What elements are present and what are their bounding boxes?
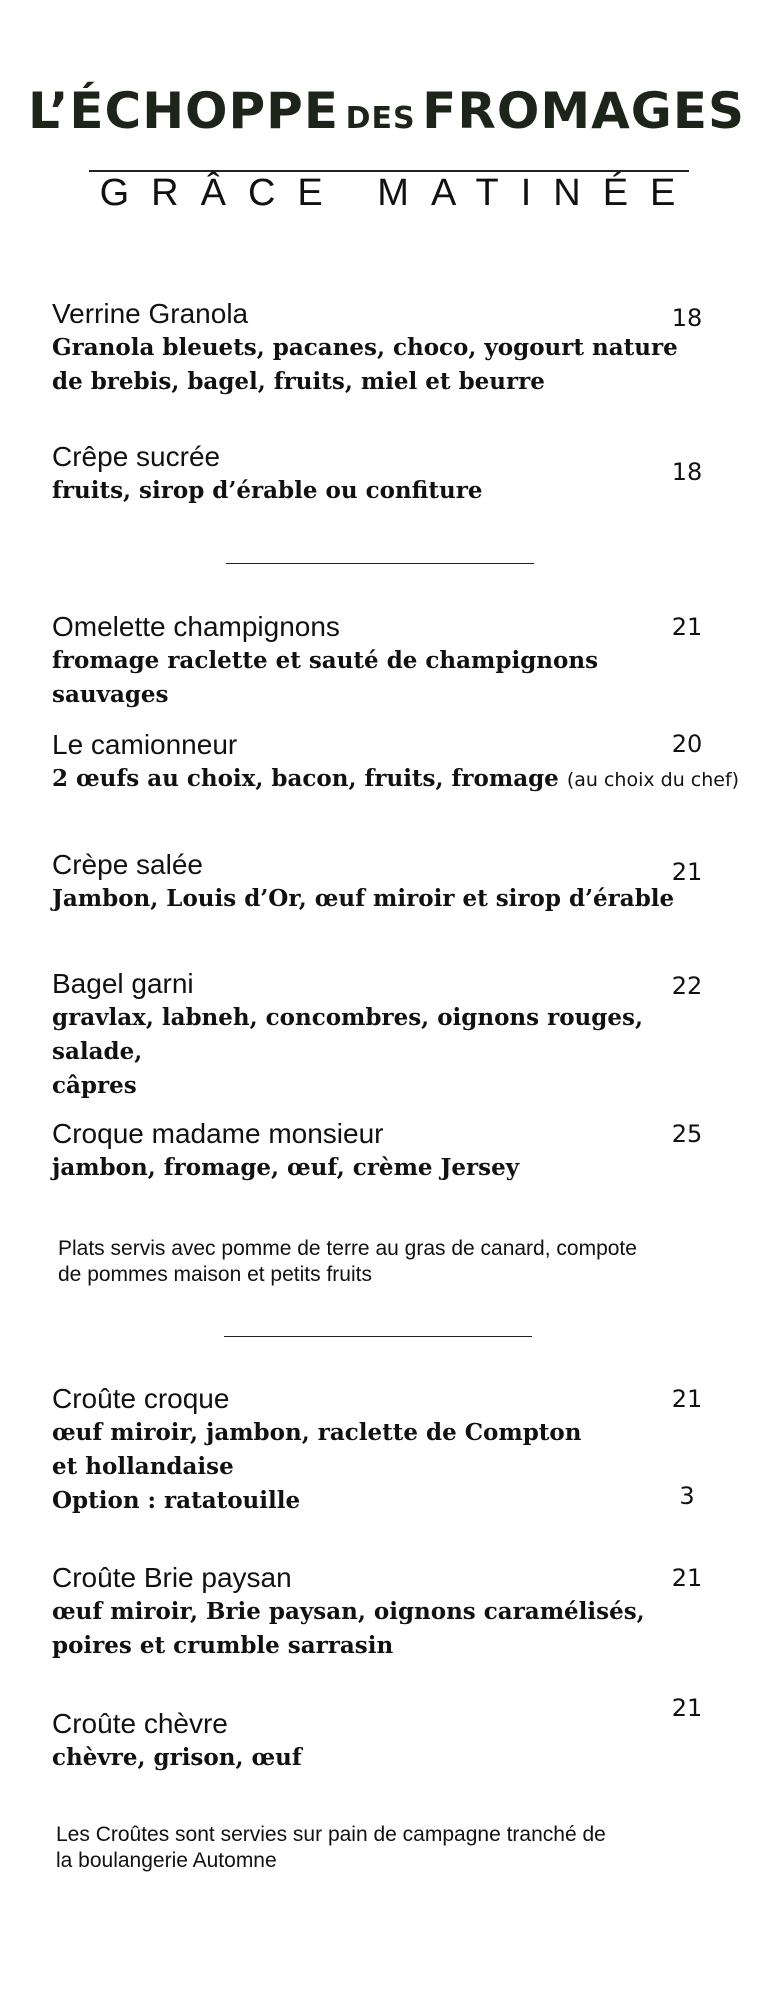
item-name: Croûte Brie paysan xyxy=(52,1562,292,1593)
item-name: Croûte chèvre xyxy=(52,1708,228,1739)
menu-item xyxy=(52,848,712,916)
logo-word-3: FROMAGES xyxy=(422,82,745,140)
item-price: 21 xyxy=(671,1564,703,1592)
restaurant-logo xyxy=(0,82,773,140)
item-description: œuf miroir, jambon, raclette de Compton xyxy=(52,1419,582,1446)
menu-item xyxy=(52,1117,712,1185)
item-description: poires et crumble sarrasin xyxy=(52,1632,394,1659)
menu-item xyxy=(52,728,742,797)
item-price: 21 xyxy=(671,613,703,641)
item-price: 21 xyxy=(671,858,703,886)
menu-item xyxy=(52,967,712,1103)
menu-item xyxy=(52,1707,712,1775)
menu-subtitle: GRÂCE MATINÉE xyxy=(99,172,698,214)
item-description-text: 2 œufs au choix, bacon, fruits, fromage xyxy=(52,765,559,792)
item-name: Crèpe salée xyxy=(52,849,203,880)
item-description xyxy=(52,762,742,797)
section-divider xyxy=(226,563,534,564)
section-footnote xyxy=(56,1822,606,1874)
menu-item xyxy=(52,1561,712,1663)
menu-item xyxy=(52,440,712,508)
item-name: Le camionneur xyxy=(52,729,238,760)
item-name: Verrine Granola xyxy=(52,298,249,329)
footnote-line: la boulangerie Automne xyxy=(56,1849,277,1872)
item-option: Option : ratatouille xyxy=(52,1487,301,1514)
item-price: 20 xyxy=(671,730,703,758)
item-price: 21 xyxy=(671,1694,703,1722)
item-description: Granola bleuets, pacanes, choco, yogourt nature xyxy=(52,334,678,361)
section-footnote xyxy=(58,1236,637,1288)
item-description: gravlax, labneh, concombres, oignons rouges, salade, xyxy=(52,1004,643,1065)
item-name: Croque madame monsieur xyxy=(52,1118,384,1149)
item-description: fruits, sirop d’érable ou confiture xyxy=(52,477,483,504)
item-description: câpres xyxy=(52,1072,137,1099)
item-description-note: (au choix du chef) xyxy=(566,769,740,791)
footnote-line: Plats servis avec pomme de terre au gras de canard, compote xyxy=(58,1237,637,1260)
item-description: Jambon, Louis d’Or, œuf miroir et sirop d’érable xyxy=(52,885,675,912)
item-price: 18 xyxy=(671,458,703,486)
item-price: 25 xyxy=(671,1120,703,1148)
item-description: jambon, fromage, œuf, crème Jersey xyxy=(52,1154,520,1181)
section-divider xyxy=(224,1336,532,1337)
item-price: 21 xyxy=(671,1385,703,1413)
item-price: 22 xyxy=(671,972,703,1000)
item-name: Croûte croque xyxy=(52,1383,230,1414)
logo-word-2: DES xyxy=(345,101,416,136)
item-description: de brebis, bagel, fruits, miel et beurre xyxy=(52,368,545,395)
item-name: Crêpe sucrée xyxy=(52,441,221,472)
item-description: fromage raclette et sauté de champignons sauvages xyxy=(52,647,599,708)
item-name: Omelette champignons xyxy=(52,611,340,642)
item-description: chèvre, grison, œuf xyxy=(52,1744,302,1771)
item-description: et hollandaise xyxy=(52,1453,234,1480)
menu-item xyxy=(52,610,712,712)
footnote-line: Les Croûtes sont servies sur pain de campagne tranché de xyxy=(56,1823,606,1846)
option-price: 3 xyxy=(679,1482,695,1510)
footnote-line: de pommes maison et petits fruits xyxy=(58,1263,372,1286)
item-name: Bagel garni xyxy=(52,968,194,999)
logo-word-1: L’ÉCHOPPE xyxy=(27,82,339,140)
item-description: œuf miroir, Brie paysan, oignons caramélisés, xyxy=(52,1598,645,1625)
menu-item xyxy=(52,1382,712,1518)
item-price: 18 xyxy=(671,304,703,332)
menu-item xyxy=(52,297,712,399)
